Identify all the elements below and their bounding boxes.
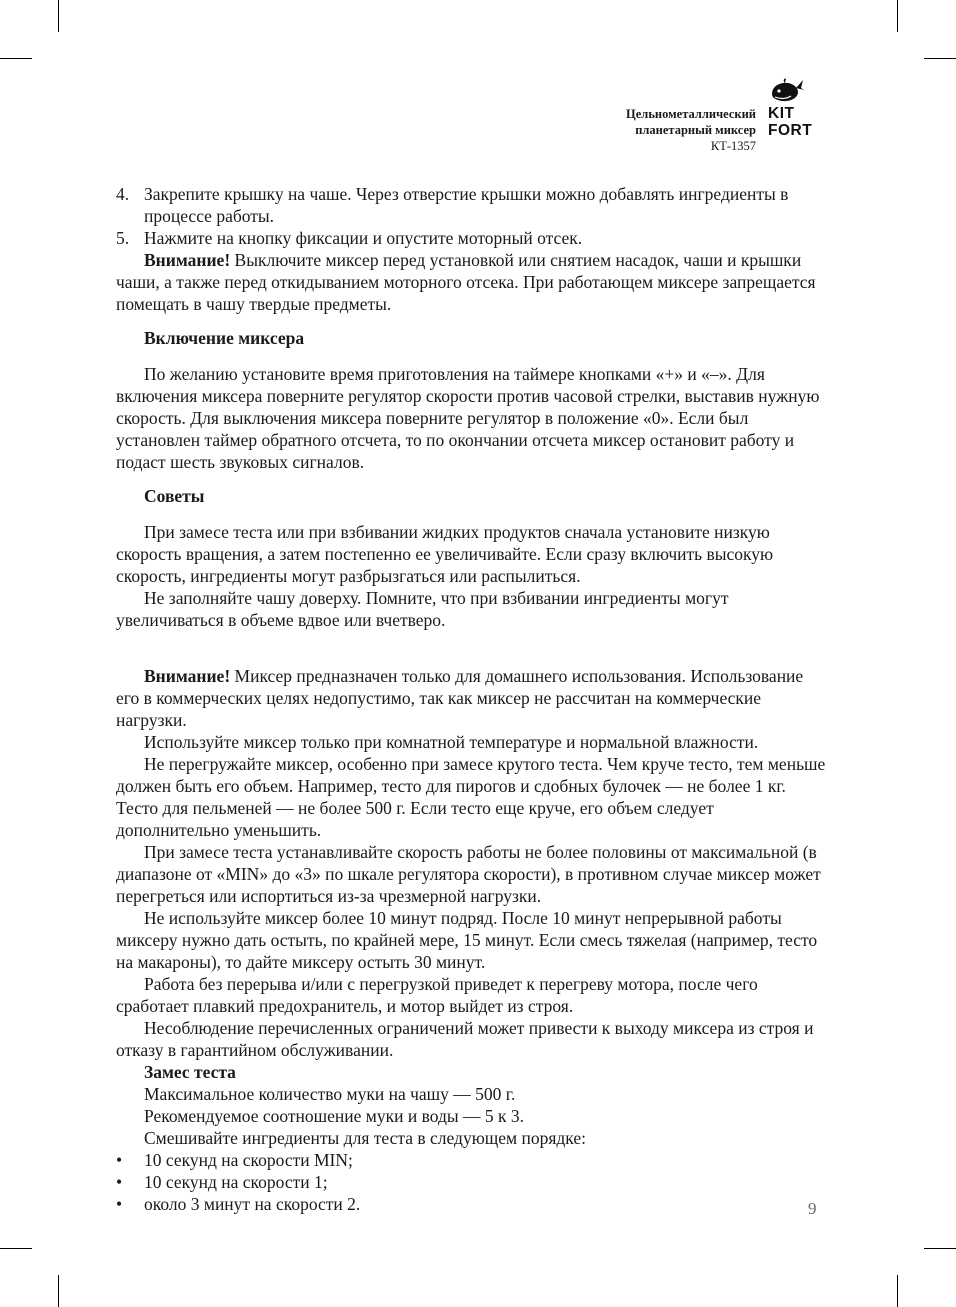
dough-line-3: Смешивайте ингредиенты для теста в следующем порядке:	[144, 1128, 586, 1148]
warning-text: Миксер предназначен только для домашнего использования. Использование его в коммерческих целях недопустимо, так как миксер не рассчитан на коммерческие нагрузки.	[116, 666, 804, 730]
crop-mark	[897, 1275, 898, 1307]
list-item-text: около 3 минут на скорости 2.	[144, 1194, 361, 1214]
warning-paragraph-7: Работа без перерыва и/или с перегрузкой приведет к перегреву мотора, после чего сработает плавкий предохранитель, и мотор выйдет из строя.	[116, 974, 758, 1016]
warning-paragraph-2	[116, 665, 826, 731]
warning-paragraph-1	[116, 249, 826, 315]
bullet-icon: •	[116, 1172, 123, 1192]
page-number: 9	[808, 1199, 817, 1218]
warning-paragraph-4: Не перегружайте миксер, особенно при замесе крутого теста. Чем круче тесто, тем меньше должен быть его объем. Например, тесто для пирогов и сдобных булочек — не более 1 кг. Тесто для пельменей — не более 500 г. Если тесто еще круче, его объем следует дополнительно уменьшить.	[116, 754, 826, 840]
list-item-text: 10 секунд на скорости 1;	[144, 1172, 328, 1192]
step-5	[116, 227, 826, 249]
section-heading-dough: Замес теста	[144, 1062, 236, 1082]
list-item	[116, 1171, 826, 1193]
header-model: КТ-1357	[710, 139, 756, 153]
section-heading-power-on: Включение миксера	[144, 328, 305, 348]
crop-mark	[0, 58, 32, 59]
warning-text: Выключите миксер перед установкой или снятием насадок, чаши и крышки чаши, а также перед откидыванием моторного отсека. При работающем миксере запрещается помещать в чашу твердые предметы.	[116, 250, 816, 314]
tips-paragraph-2: Не заполняйте чашу доверху. Помните, что при взбивании ингредиенты могут увеличиваться в объеме вдвое или вчетверо.	[116, 588, 729, 630]
step-text: Закрепите крышку на чаше. Через отверстие крышки можно добавлять ингредиенты в процессе работы.	[144, 184, 789, 226]
page-content	[116, 183, 826, 1215]
crop-mark	[924, 1248, 956, 1249]
warning-paragraph-8: Несоблюдение перечисленных ограничений может привести к выходу миксера из строя и отказу в гарантийном обслуживании.	[116, 1018, 814, 1060]
logo-text-1: KIT	[768, 105, 795, 122]
document-header	[560, 106, 756, 154]
step-number: 4.	[116, 184, 130, 204]
step-4	[116, 183, 826, 227]
list-item	[116, 1193, 826, 1215]
warning-label: Внимание!	[144, 250, 231, 270]
kitfort-logo	[768, 78, 834, 138]
section-heading-tips: Советы	[144, 486, 205, 506]
crop-mark	[58, 1275, 59, 1307]
header-line-1: Цельнометаллический	[626, 107, 756, 121]
warning-paragraph-3: Используйте миксер только при комнатной температуре и нормальной влажности.	[144, 732, 759, 752]
dough-line-1: Максимальное количество муки на чашу — 500 г.	[144, 1084, 516, 1104]
logo-text-2: FORT	[768, 122, 813, 139]
list-item	[116, 1149, 826, 1171]
kitfort-whale-icon	[770, 78, 804, 104]
warning-label: Внимание!	[144, 666, 231, 686]
crop-mark	[897, 0, 898, 32]
crop-mark	[0, 1248, 32, 1249]
crop-mark	[58, 0, 59, 32]
warning-paragraph-5: При замесе теста устанавливайте скорость работы не более половины от максимальной (в диапазоне от «MIN» до «3» по шкале регулятора скорости), в противном случае миксер может перегреться или испортиться из-за чрезмерной нагрузки.	[116, 842, 821, 906]
list-item-text: 10 секунд на скорости MIN;	[144, 1150, 353, 1170]
tips-paragraph-1: При замесе теста или при взбивании жидких продуктов сначала установите низкую скорость вращения, а затем постепенно ее увеличивайте. Если сразу включить высокую скорость, ингредиенты могут разбрызгаться или распылиться.	[116, 522, 774, 586]
bullet-icon: •	[116, 1194, 123, 1214]
header-line-2: планетарный миксер	[635, 123, 756, 137]
dough-line-2: Рекомендуемое соотношение муки и воды — 5 к 3.	[144, 1106, 525, 1126]
crop-mark	[924, 58, 956, 59]
bullet-icon: •	[116, 1150, 123, 1170]
step-text: Нажмите на кнопку фиксации и опустите моторный отсек.	[144, 228, 583, 248]
warning-paragraph-6: Не используйте миксер более 10 минут подряд. После 10 минут непрерывной работы миксеру нужно дать остыть, по крайней мере, 15 минут. Если смесь тяжелая (например, тесто на макароны), то дайте миксеру остыть 30 минут.	[116, 908, 818, 972]
power-on-paragraph: По желанию установите время приготовления на таймере кнопками «+» и «–». Для включения миксера поверните регулятор скорости против часовой стрелки, выставив нужную скорость. Для выключения миксера поверните регулятор в положение «0». Если был установлен таймер обратного отсчета, то по окончании отсчета миксер остановит работу и подаст шесть звуковых сигналов.	[116, 364, 820, 472]
step-number: 5.	[116, 228, 130, 248]
